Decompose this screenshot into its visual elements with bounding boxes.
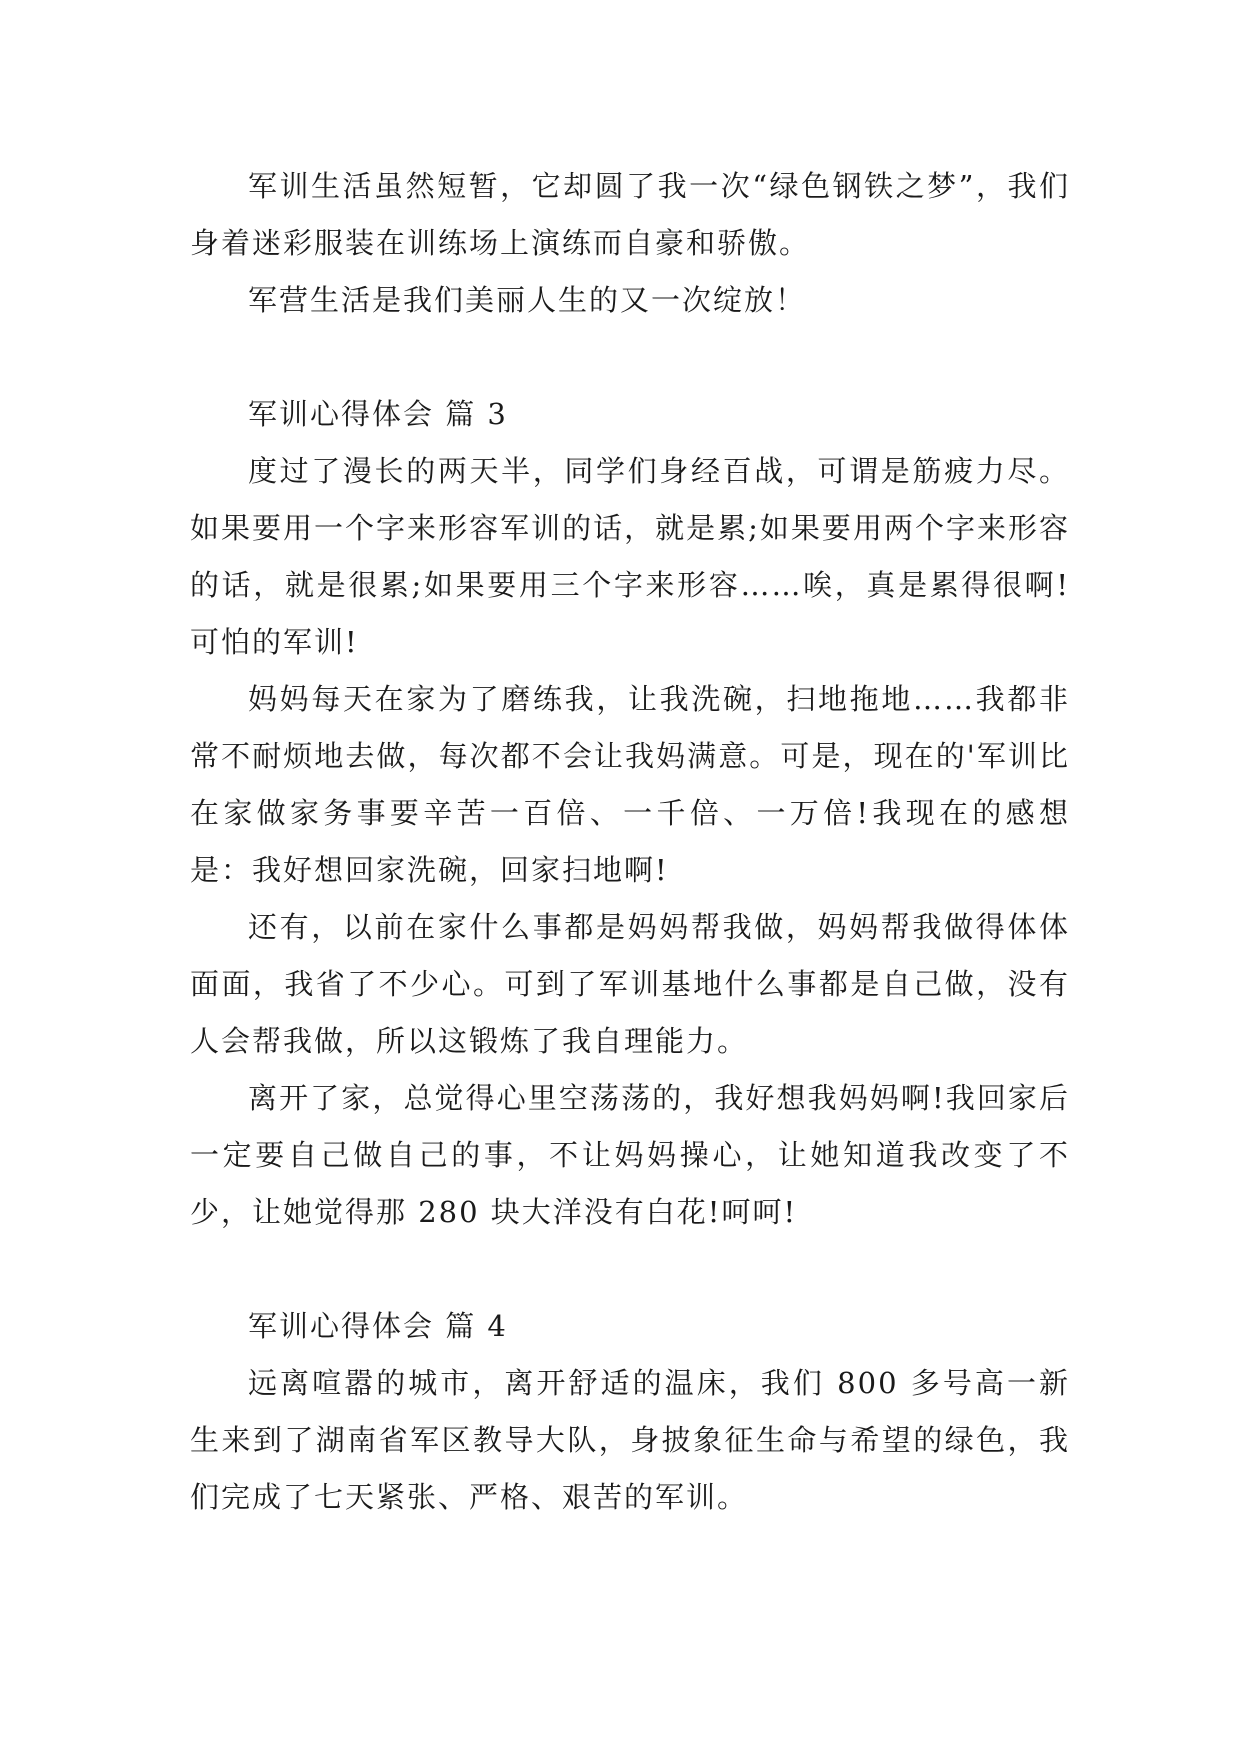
paragraph: 远离喧嚣的城市，离开舒适的温床，我们 800 多号高一新生来到了湖南省军区教导大队，身披象征生命与希望的绿色，我们完成了七天紧张、严格、艰苦的军训。: [190, 1366, 1070, 1514]
paragraph: 离开了家，总觉得心里空荡荡的，我好想我妈妈啊!我回家后一定要自己做自己的事，不让妈妈操心，让她知道我改变了不少，让她觉得那 280 块大洋没有白花!呵呵!: [190, 1081, 1070, 1229]
section-title: 军训心得体会 篇 3: [248, 397, 508, 431]
section-spacer: [190, 329, 1070, 386]
paragraph: 还有，以前在家什么事都是妈妈帮我做，妈妈帮我做得体体面面，我省了不少心。可到了军训基地什么事都是自己做，没有人会帮我做，所以这锻炼了我自理能力。: [190, 910, 1070, 1058]
section-spacer: [190, 1241, 1070, 1298]
paragraph: 军训生活虽然短暂，它却圆了我一次“绿色钢铁之梦”，我们身着迷彩服装在训练场上演练而自豪和骄傲。: [190, 169, 1070, 260]
paragraph: 军营生活是我们美丽人生的又一次绽放！: [248, 283, 807, 317]
paragraph: 度过了漫长的两天半，同学们身经百战，可谓是筋疲力尽。如果要用一个字来形容军训的话，就是累;如果要用两个字来形容的话，就是很累;如果要用三个字来形容……唉，真是累得很啊!可怕的军训!: [190, 454, 1070, 659]
paragraph: 妈妈每天在家为了磨练我，让我洗碗，扫地拖地……我都非常不耐烦地去做，每次都不会让我妈满意。可是，现在的'军训比在家做家务事要辛苦一百倍、一千倍、一万倍!我现在的感想是：我好想回家洗碗，回家扫地啊!: [190, 682, 1070, 887]
section-title: 军训心得体会 篇 4: [248, 1309, 508, 1343]
document-body: [190, 158, 1070, 1526]
